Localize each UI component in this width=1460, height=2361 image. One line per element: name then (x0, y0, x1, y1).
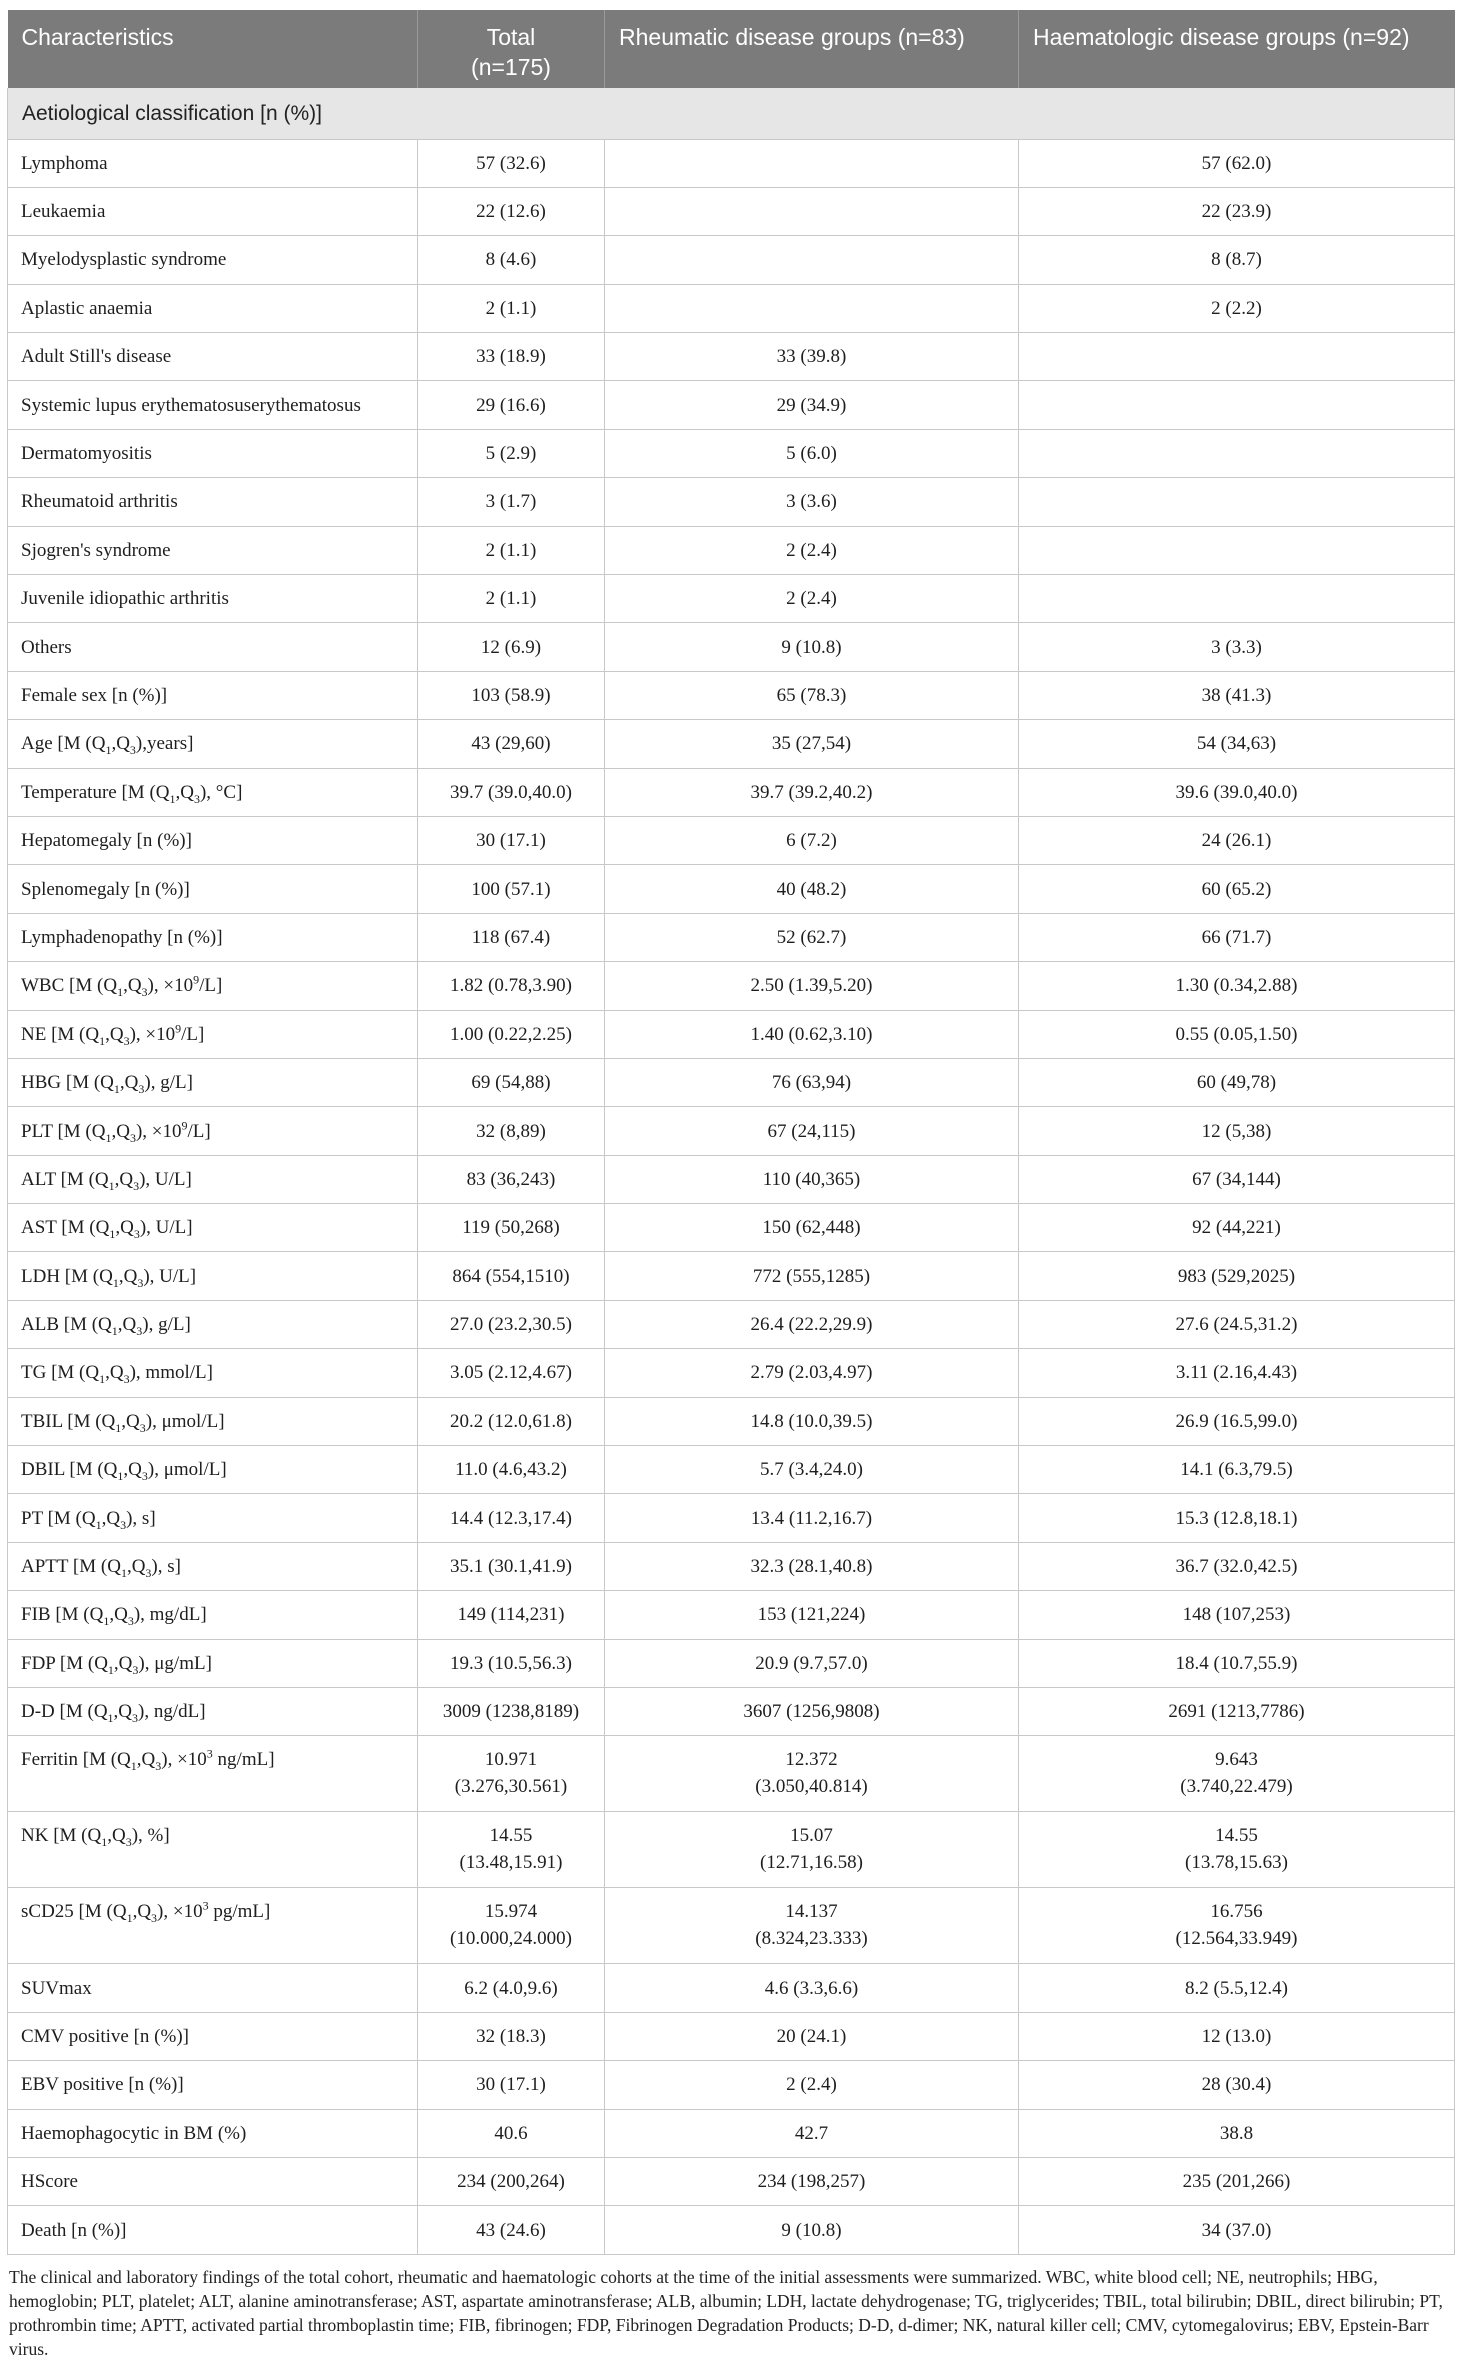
total-cell: 69 (54,88) (418, 1058, 605, 1106)
total-cell: 33 (18.9) (418, 333, 605, 381)
row-label: Lymphoma (8, 139, 418, 187)
total-cell: 3.05 (2.12,4.67) (418, 1349, 605, 1397)
value-range: (8.324,23.333) (755, 1928, 868, 1950)
total-cell: 11.0 (4.6,43.2) (418, 1446, 605, 1494)
total-cell: 83 (36,243) (418, 1155, 605, 1203)
table-row (8, 962, 1455, 1010)
rheumatic-cell: 39.7 (39.2,40.2) (605, 768, 1019, 816)
rheumatic-cell: 32.3 (28.1,40.8) (605, 1542, 1019, 1590)
table-footnote: The clinical and laboratory findings of the total cohort, rheumatic and haematologic cohorts at the time of the initial assessments were summarized. WBC, white blood cell; NE, neutrophils; HBG, hemoglobin; PLT, platelet; ALT, alanine aminotransferase; AST, aspartate aminotransferase; ALB, albumin; LDH, lactate dehydrogenase; TG, triglycerides; TBIL, total bilirubin; DBIL, direct bilirubin; PT, prothrombin time; APTT, activated partial thromboplastin time; FIB, fibrinogen; FDP, Fibrinogen Degradation Products; D-D, d-dimer; NK, natural killer cell; CMV, cytomegalovirus; EBV, Epstein-Barr virus. (9, 2266, 1443, 2359)
haematologic-cell: 28 (30.4) (1019, 2061, 1455, 2109)
row-label: D-D [M $(Q_1,Q_3)$, ng/dL] (8, 1688, 418, 1736)
total-cell: 29 (16.6) (418, 381, 605, 429)
header-rheumatic: Rheumatic disease groups (n=83) (605, 10, 1019, 88)
rheumatic-cell: 13.4 (11.2,16.7) (605, 1494, 1019, 1542)
rheumatic-cell: 772 (555,1285) (605, 1252, 1019, 1300)
table-row (8, 1639, 1455, 1687)
table-row (8, 1736, 1455, 1812)
rheumatic-cell: 1.40 (0.62,3.10) (605, 1010, 1019, 1058)
rheumatic-cell: 4.6 (3.3,6.6) (605, 1964, 1019, 2012)
row-label: Sjogren's syndrome (8, 526, 418, 574)
haematologic-cell: 2691 (1213,7786) (1019, 1688, 1455, 1736)
table-row (8, 2157, 1455, 2205)
haematologic-cell: 54 (34,63) (1019, 720, 1455, 768)
row-label: Female sex [n (%)] (8, 671, 418, 719)
rheumatic-cell: 2 (2.4) (605, 575, 1019, 623)
total-cell: 3009 (1238,8189) (418, 1688, 605, 1736)
row-label: HBG [M $(Q_1,Q_3)$, g/L] (8, 1058, 418, 1106)
row-label: Rheumatoid arthritis (8, 478, 418, 526)
rheumatic-cell: 20 (24.1) (605, 2012, 1019, 2060)
rheumatic-cell: 9 (10.8) (605, 2206, 1019, 2254)
value-range: (3.740,22.479) (1180, 1776, 1293, 1798)
row-label: ALT [M $(Q_1,Q_3)$, U/L] (8, 1155, 418, 1203)
table-row (8, 1397, 1455, 1445)
haematologic-cell: 67 (34,144) (1019, 1155, 1455, 1203)
haematologic-cell: 235 (201,266) (1019, 2157, 1455, 2205)
row-label: Juvenile idiopathic arthritis (8, 575, 418, 623)
table-row (8, 333, 1455, 381)
table-row (8, 1446, 1455, 1494)
table-row (8, 478, 1455, 526)
rheumatic-cell: 20.9 (9.7,57.0) (605, 1639, 1019, 1687)
table-row (8, 671, 1455, 719)
haematologic-cell: 2 (2.2) (1019, 284, 1455, 332)
table-row (8, 187, 1455, 235)
row-label: Others (8, 623, 418, 671)
row-label: EBV positive [n (%)] (8, 2061, 418, 2109)
total-cell: 14.4 (12.3,17.4) (418, 1494, 605, 1542)
rheumatic-cell: 42.7 (605, 2109, 1019, 2157)
haematologic-cell (1019, 575, 1455, 623)
table-row (8, 816, 1455, 864)
total-cell: 119 (50,268) (418, 1204, 605, 1252)
rheumatic-cell: 65 (78.3) (605, 671, 1019, 719)
rheumatic-cell: 67 (24,115) (605, 1107, 1019, 1155)
haematologic-cell: 57 (62.0) (1019, 139, 1455, 187)
value-range: (3.276,30.561) (454, 1776, 568, 1798)
table-row (8, 1542, 1455, 1590)
row-label: Adult Still's disease (8, 333, 418, 381)
haematologic-cell: 38 (41.3) (1019, 671, 1455, 719)
haematologic-cell: 39.6 (39.0,40.0) (1019, 768, 1455, 816)
haematologic-cell: 27.6 (24.5,31.2) (1019, 1300, 1455, 1348)
total-cell: 20.2 (12.0,61.8) (418, 1397, 605, 1445)
total-cell (418, 1812, 605, 1888)
table-row (8, 913, 1455, 961)
haematologic-cell: 8.2 (5.5,12.4) (1019, 1964, 1455, 2012)
rheumatic-cell: 33 (39.8) (605, 333, 1019, 381)
header-total (418, 10, 605, 88)
total-cell: 864 (554,1510) (418, 1252, 605, 1300)
total-cell: 149 (114,231) (418, 1591, 605, 1639)
row-label: Temperature [M $(Q_1,Q_3)$, °C] (8, 768, 418, 816)
haematologic-cell (1019, 381, 1455, 429)
table-row (8, 1349, 1455, 1397)
haematologic-cell: 15.3 (12.8,18.1) (1019, 1494, 1455, 1542)
rheumatic-cell (605, 187, 1019, 235)
row-label: LDH [M $(Q_1,Q_3)$, U/L] (8, 1252, 418, 1300)
table-row (8, 2109, 1455, 2157)
value-median: 14.55 (1215, 1825, 1258, 1847)
row-label: PT [M $(Q_1,Q_3)$, s] (8, 1494, 418, 1542)
rheumatic-cell (605, 284, 1019, 332)
table-row (8, 381, 1455, 429)
rheumatic-cell (605, 139, 1019, 187)
total-cell: 5 (2.9) (418, 429, 605, 477)
value-median: 14.137 (785, 1901, 838, 1923)
row-label: Myelodysplastic syndrome (8, 236, 418, 284)
row-label: AST [M $(Q_1,Q_3)$, U/L] (8, 1204, 418, 1252)
total-cell: 30 (17.1) (418, 816, 605, 864)
rheumatic-cell: 5.7 (3.4,24.0) (605, 1446, 1019, 1494)
haematologic-cell: 36.7 (32.0,42.5) (1019, 1542, 1455, 1590)
header-total-label: Total (486, 24, 536, 50)
table-row (8, 2012, 1455, 2060)
rheumatic-cell: 6 (7.2) (605, 816, 1019, 864)
haematologic-cell: 18.4 (10.7,55.9) (1019, 1639, 1455, 1687)
table-row (8, 1300, 1455, 1348)
total-cell: 43 (29,60) (418, 720, 605, 768)
row-label: DBIL [M $(Q_1,Q_3)$, μmol/L] (8, 1446, 418, 1494)
haematologic-cell: 1.30 (0.34,2.88) (1019, 962, 1455, 1010)
table-row (8, 865, 1455, 913)
row-label: Splenomegaly [n (%)] (8, 865, 418, 913)
haematologic-cell: 24 (26.1) (1019, 816, 1455, 864)
rheumatic-cell: 29 (34.9) (605, 381, 1019, 429)
total-cell: 39.7 (39.0,40.0) (418, 768, 605, 816)
row-label: Haemophagocytic in BM (%) (8, 2109, 418, 2157)
rheumatic-cell: 150 (62,448) (605, 1204, 1019, 1252)
table-row (8, 2206, 1455, 2254)
row-label: HScore (8, 2157, 418, 2205)
total-cell: 32 (8,89) (418, 1107, 605, 1155)
section-row (8, 88, 1455, 139)
table-row (8, 1252, 1455, 1300)
haematologic-cell: 3 (3.3) (1019, 623, 1455, 671)
total-cell: 2 (1.1) (418, 284, 605, 332)
table-row (8, 526, 1455, 574)
haematologic-cell: 12 (13.0) (1019, 2012, 1455, 2060)
rheumatic-cell: 2.79 (2.03,4.97) (605, 1349, 1019, 1397)
row-label: Age [M $(Q_1,Q_3),years$] (8, 720, 418, 768)
value-range: (13.48,15.91) (459, 1852, 563, 1874)
table-row (8, 575, 1455, 623)
haematologic-cell (1019, 429, 1455, 477)
value-range: (13.78,15.63) (1185, 1852, 1288, 1874)
rheumatic-cell (605, 1812, 1019, 1888)
total-cell: 8 (4.6) (418, 236, 605, 284)
rheumatic-cell: 153 (121,224) (605, 1591, 1019, 1639)
value-median: 12.372 (785, 1749, 838, 1771)
haematologic-cell: 22 (23.9) (1019, 187, 1455, 235)
table-row (8, 1494, 1455, 1542)
rheumatic-cell: 2.50 (1.39,5.20) (605, 962, 1019, 1010)
header-haematologic: Haematologic disease groups (n=92) (1019, 10, 1455, 88)
rheumatic-cell: 9 (10.8) (605, 623, 1019, 671)
haematologic-cell: 92 (44,221) (1019, 1204, 1455, 1252)
rheumatic-cell: 26.4 (22.2,29.9) (605, 1300, 1019, 1348)
total-cell: 30 (17.1) (418, 2061, 605, 2109)
total-cell: 1.82 (0.78,3.90) (418, 962, 605, 1010)
table-row (8, 1058, 1455, 1106)
total-cell: 234 (200,264) (418, 2157, 605, 2205)
haematologic-cell (1019, 1888, 1455, 1964)
table-row (8, 236, 1455, 284)
rheumatic-cell: 35 (27,54) (605, 720, 1019, 768)
header-total-n: (n=175) (471, 54, 551, 80)
row-label: Aplastic anaemia (8, 284, 418, 332)
rheumatic-cell: 14.8 (10.0,39.5) (605, 1397, 1019, 1445)
total-cell: 2 (1.1) (418, 526, 605, 574)
row-label: TG [M $(Q_1,Q_3)$, mmol/L] (8, 1349, 418, 1397)
row-label: WBC [M $(Q_1,Q_3)$, $\times 10^9/L$] (8, 962, 418, 1010)
total-cell: 19.3 (10.5,56.3) (418, 1639, 605, 1687)
table-row (8, 1964, 1455, 2012)
total-cell: 35.1 (30.1,41.9) (418, 1542, 605, 1590)
table-header (8, 10, 1455, 88)
rheumatic-cell: 2 (2.4) (605, 2061, 1019, 2109)
table-body (8, 88, 1455, 2254)
table-row (8, 429, 1455, 477)
rheumatic-cell: 110 (40,365) (605, 1155, 1019, 1203)
rheumatic-cell: 5 (6.0) (605, 429, 1019, 477)
total-cell: 103 (58.9) (418, 671, 605, 719)
haematologic-cell: 26.9 (16.5,99.0) (1019, 1397, 1455, 1445)
row-label: FDP [M $(Q_1,Q_3)$, μg/mL] (8, 1639, 418, 1687)
table-container (7, 10, 1454, 2361)
value-range: (12.564,33.949) (1175, 1928, 1298, 1950)
haematologic-cell (1019, 478, 1455, 526)
haematologic-cell: 983 (529,2025) (1019, 1252, 1455, 1300)
total-cell: 32 (18.3) (418, 2012, 605, 2060)
total-cell (418, 1888, 605, 1964)
row-label: Death [n (%)] (8, 2206, 418, 2254)
value-range: (3.050,40.814) (755, 1776, 868, 1798)
haematologic-cell (1019, 1736, 1455, 1812)
table-row (8, 1010, 1455, 1058)
total-cell: 118 (67.4) (418, 913, 605, 961)
rheumatic-cell: 3 (3.6) (605, 478, 1019, 526)
table-row (8, 284, 1455, 332)
rheumatic-cell: 76 (63,94) (605, 1058, 1019, 1106)
haematologic-cell (1019, 526, 1455, 574)
table-row (8, 1888, 1455, 1964)
row-label: PLT [M $(Q_1,Q_3)$, $\times 10^9/L$] (8, 1107, 418, 1155)
table-row (8, 1812, 1455, 1888)
row-label: TBIL [M $(Q_1,Q_3)$, μmol/L] (8, 1397, 418, 1445)
haematologic-cell: 60 (49,78) (1019, 1058, 1455, 1106)
total-cell: 12 (6.9) (418, 623, 605, 671)
total-cell: 1.00 (0.22,2.25) (418, 1010, 605, 1058)
row-label: sCD25 [M $(Q_1,Q_3)$, $\times 10^3$ pg/mL] (8, 1888, 418, 1964)
rheumatic-cell (605, 1888, 1019, 1964)
haematologic-cell: 38.8 (1019, 2109, 1455, 2157)
rheumatic-cell (605, 1736, 1019, 1812)
rheumatic-cell: 40 (48.2) (605, 865, 1019, 913)
value-median: 15.07 (790, 1825, 833, 1847)
table-row (8, 1204, 1455, 1252)
haematologic-cell: 34 (37.0) (1019, 2206, 1455, 2254)
value-range: (12.71,16.58) (760, 1852, 863, 1874)
haematologic-cell: 8 (8.7) (1019, 236, 1455, 284)
row-label: CMV positive [n (%)] (8, 2012, 418, 2060)
header-row (8, 10, 1455, 88)
value-range: (10.000,24.000) (450, 1928, 572, 1950)
row-label: APTT [M $(Q_1,Q_3)$, s] (8, 1542, 418, 1590)
table-row (8, 1591, 1455, 1639)
table-row (8, 1155, 1455, 1203)
table-row (8, 720, 1455, 768)
haematologic-cell: 148 (107,253) (1019, 1591, 1455, 1639)
row-label: Hepatomegaly [n (%)] (8, 816, 418, 864)
total-cell: 2 (1.1) (418, 575, 605, 623)
total-cell: 43 (24.6) (418, 2206, 605, 2254)
rheumatic-cell: 52 (62.7) (605, 913, 1019, 961)
row-label: Ferritin [M $(Q_1,Q_3)$, $\times 10^3$ ng/mL] (8, 1736, 418, 1812)
row-label: Lymphadenopathy [n (%)] (8, 913, 418, 961)
row-label: FIB [M $(Q_1,Q_3)$, mg/dL] (8, 1591, 418, 1639)
value-median: 14.55 (489, 1825, 533, 1847)
table-row (8, 1107, 1455, 1155)
value-median: 10.971 (484, 1749, 538, 1771)
table-row (8, 768, 1455, 816)
header-characteristics: Characteristics (8, 10, 418, 88)
rheumatic-cell: 2 (2.4) (605, 526, 1019, 574)
total-cell: 57 (32.6) (418, 139, 605, 187)
haematologic-cell: 3.11 (2.16,4.43) (1019, 1349, 1455, 1397)
row-label: ALB [M $(Q_1,Q_3)$, g/L] (8, 1300, 418, 1348)
haematologic-cell (1019, 1812, 1455, 1888)
total-cell: 27.0 (23.2,30.5) (418, 1300, 605, 1348)
row-label: Systemic lupus erythematosuserythematosus (8, 381, 418, 429)
characteristics-table (7, 10, 1455, 2255)
haematologic-cell: 60 (65.2) (1019, 865, 1455, 913)
section-title: Aetiological classification [n (%)] (8, 88, 1455, 139)
table-row (8, 139, 1455, 187)
row-label: Leukaemia (8, 187, 418, 235)
total-cell: 6.2 (4.0,9.6) (418, 1964, 605, 2012)
total-cell: 22 (12.6) (418, 187, 605, 235)
row-label: NE [M $(Q_1,Q_3)$, $\times 10^9/L$] (8, 1010, 418, 1058)
table-row (8, 1688, 1455, 1736)
total-cell: 40.6 (418, 2109, 605, 2157)
rheumatic-cell (605, 236, 1019, 284)
total-cell: 3 (1.7) (418, 478, 605, 526)
value-median: 16.756 (1210, 1901, 1263, 1923)
value-median: 9.643 (1215, 1749, 1258, 1771)
table-row (8, 623, 1455, 671)
table-row (8, 2061, 1455, 2109)
total-cell (418, 1736, 605, 1812)
haematologic-cell: 66 (71.7) (1019, 913, 1455, 961)
haematologic-cell (1019, 333, 1455, 381)
haematologic-cell: 0.55 (0.05,1.50) (1019, 1010, 1455, 1058)
haematologic-cell: 14.1 (6.3,79.5) (1019, 1446, 1455, 1494)
row-label: Dermatomyositis (8, 429, 418, 477)
total-cell: 100 (57.1) (418, 865, 605, 913)
rheumatic-cell: 234 (198,257) (605, 2157, 1019, 2205)
row-label: NK [M $(Q_1,Q_3)$, %] (8, 1812, 418, 1888)
haematologic-cell: 12 (5,38) (1019, 1107, 1455, 1155)
value-median: 15.974 (484, 1901, 538, 1923)
row-label: SUVmax (8, 1964, 418, 2012)
rheumatic-cell: 3607 (1256,9808) (605, 1688, 1019, 1736)
